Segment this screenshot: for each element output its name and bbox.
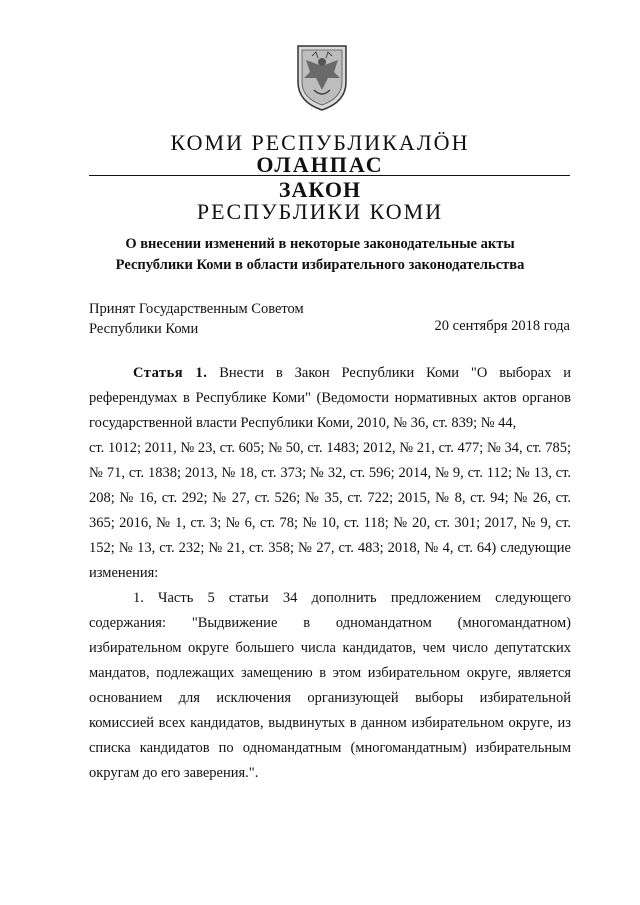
law-subtitle <box>60 234 580 276</box>
article-1-intro: Внести в Закон Республики Коми "О выборах и референдумах в Республике Коми" (Ведомости нормативных актов органов государственной власти Республики Коми, 2010, № 36, ст. 839; № 44, <box>89 365 571 431</box>
article-1-para-1 <box>89 361 571 436</box>
adoption-block <box>89 299 304 339</box>
adoption-line-1: Принят Государственным Советом <box>89 301 304 317</box>
article-1-item-1: 1. Часть 5 статьи 34 дополнить предложением следующего содержания: "Выдвижение в одномандатном (многомандатном) избирательном округе большего числа кандидатов, чем число депутатских мандатов, подлежащих замещению в этом избирательном округе, является основанием для исключения организующей выборы избирательной комиссией всех кандидатов, выдвинутых в данном избирательном округе, из списка кандидатов по одномандатным (многомандатным) избирательным округам до его заверения.". <box>89 590 571 781</box>
article-1-para-2: ст. 1012; 2011, № 23, ст. 605; № 50, ст. 1483; 2012, № 21, ст. 477; № 34, ст. 785; № 71, ст. 1838; 2013, № 18, ст. 373; № 32, ст. 596; 2014, № 9, ст. 112; № 13, ст. 208; № 16, ст. 292; № 27, ст. 526; № 35, ст. 722; 2015, № 8, ст. 94; № 26, ст. 365; 2016, № 1, ст. 3; № 6, ст. 78; № 10, ст. 118; № 20, ст. 301; 2017, № 9, ст. 152; № 13, ст. 232; № 21, ст. 358; № 27, ст. 483; 2018, № 4, ст. 64) следующие изменения: <box>89 440 571 581</box>
header-olanpas: ОЛАНПАС <box>256 152 384 177</box>
header-republic: РЕСПУБЛИКИ КОМИ <box>196 199 444 224</box>
adoption-date: 20 сентября 2018 года <box>434 318 570 334</box>
subtitle-line-2: Республики Коми в области избирательного законодательства <box>115 257 525 273</box>
header-divider <box>89 175 570 176</box>
article-1-lead: Статья 1. <box>133 365 208 381</box>
article-1 <box>89 361 571 786</box>
subtitle-line-1: О внесении изменений в некоторые законодательные акты <box>125 236 515 252</box>
coat-of-arms-icon <box>294 42 350 112</box>
header-komi-title: КОМИ РЕСПУБЛИКАЛӦН <box>170 130 470 155</box>
adoption-line-2: Республики Коми <box>89 321 199 337</box>
header-zakon: ЗАКОН <box>278 177 362 202</box>
